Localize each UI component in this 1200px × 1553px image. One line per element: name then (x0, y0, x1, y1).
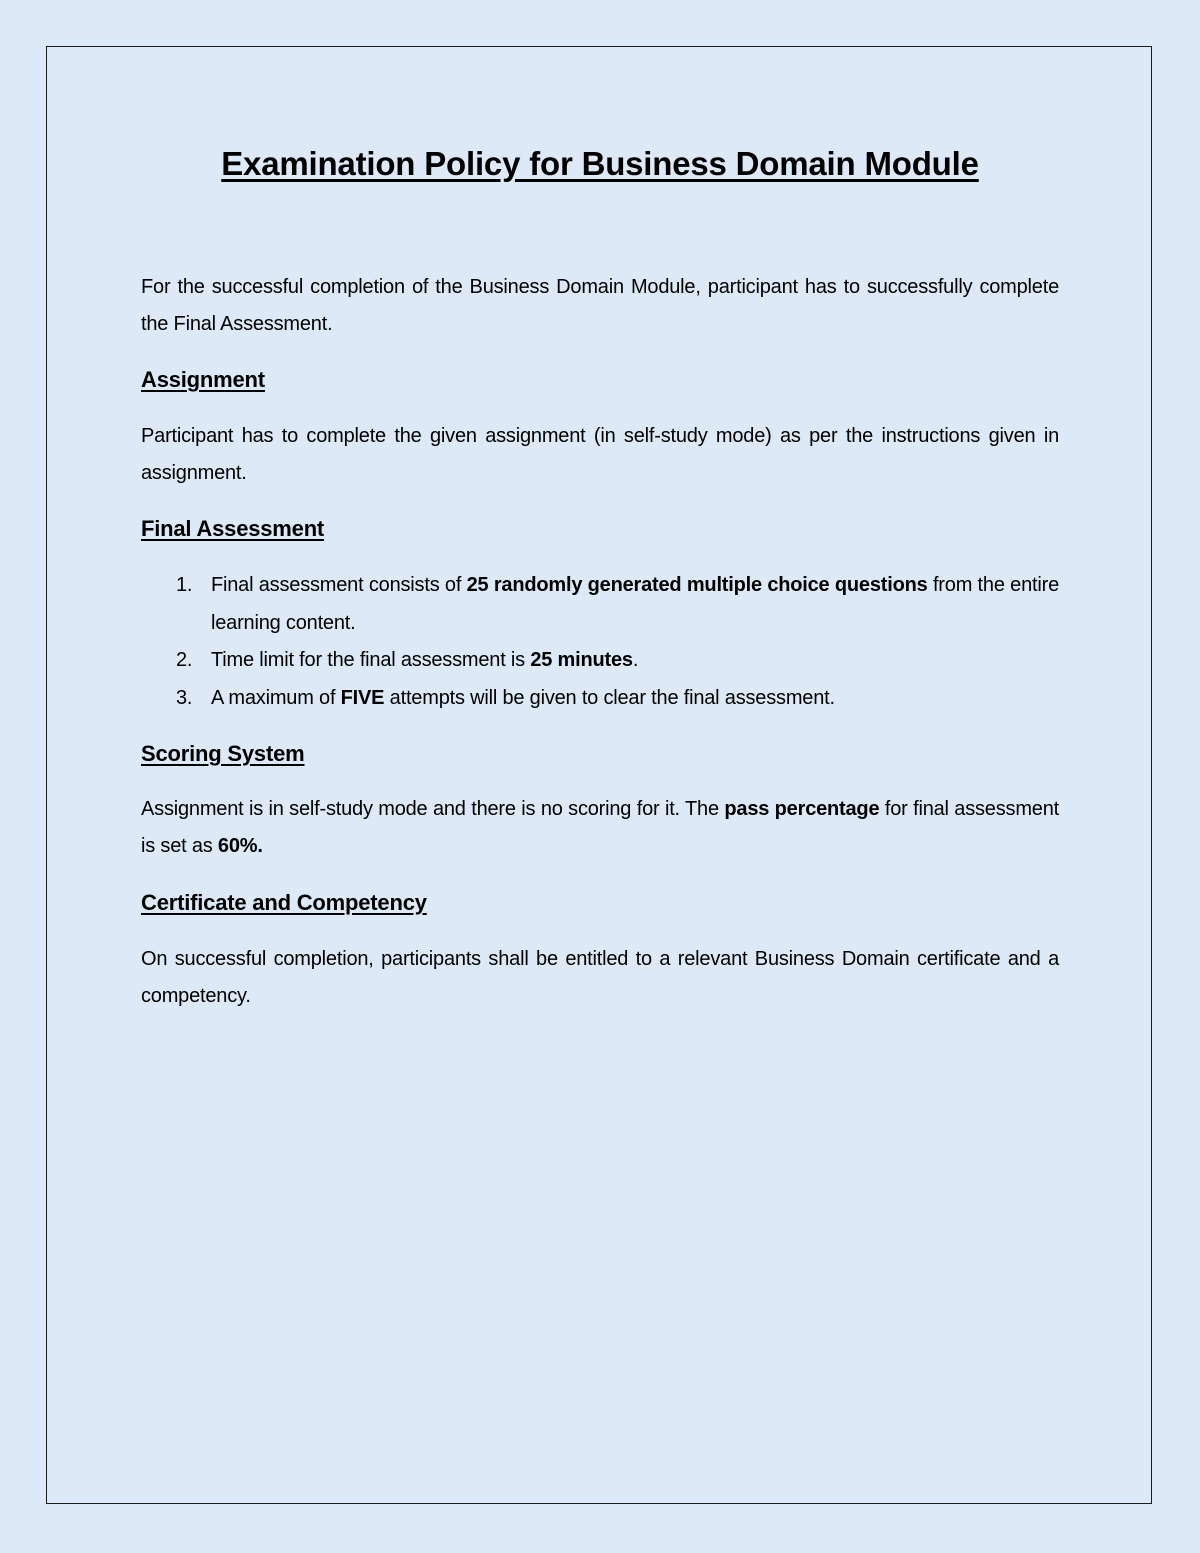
list-item (141, 642, 1059, 680)
scoring-paragraph (141, 791, 1059, 865)
assignment-heading: Assignment (141, 367, 265, 392)
list-item-text: Final assessment consists of (211, 574, 467, 596)
list-item-text: attempts will be given to clear the final assessment. (384, 686, 835, 709)
intro-paragraph: For the successful completion of the Business Domain Module, participant has to successfully complete the Final Assessment. (141, 276, 1059, 335)
scoring-system-heading: Scoring System (141, 741, 305, 766)
scoring-text: Assignment is in self-study mode and there is no scoring for it. The (141, 798, 725, 820)
list-item-bold-text: 25 minutes (530, 649, 633, 671)
list-item-text: Time limit for the final assessment is (211, 649, 531, 671)
list-item (141, 567, 1059, 642)
final-assessment-list (141, 567, 1059, 717)
list-item (141, 680, 1059, 718)
pass-percentage-label: pass percentage (724, 798, 880, 820)
list-item-text: . (632, 649, 639, 671)
list-item-number: 2. (176, 649, 193, 671)
certificate-paragraph: On successful completion, participants shall be entitled to a relevant Business Domain certificate and a competency. (141, 948, 1059, 1007)
page-border (46, 46, 1152, 1504)
list-item-number: 1. (176, 574, 193, 596)
list-item-text: from the entire learning content. (211, 574, 1059, 634)
assignment-paragraph: Participant has to complete the given assignment (in self-study mode) as per the instructions given in assignment. (141, 425, 1059, 484)
list-item-bold-text: 25 randomly generated multiple choice questions (466, 574, 928, 596)
scoring-text: for final assessment is set as (141, 798, 1059, 857)
list-item-bold-text: FIVE (340, 686, 385, 709)
certificate-heading: Certificate and Competency (141, 890, 427, 915)
list-item-number: 3. (176, 686, 193, 709)
document-title: Examination Policy for Business Domain Module (221, 145, 979, 182)
final-assessment-heading: Final Assessment (141, 516, 325, 541)
list-item-text: A maximum of (211, 686, 341, 709)
pass-percentage-value: 60%. (217, 835, 263, 857)
